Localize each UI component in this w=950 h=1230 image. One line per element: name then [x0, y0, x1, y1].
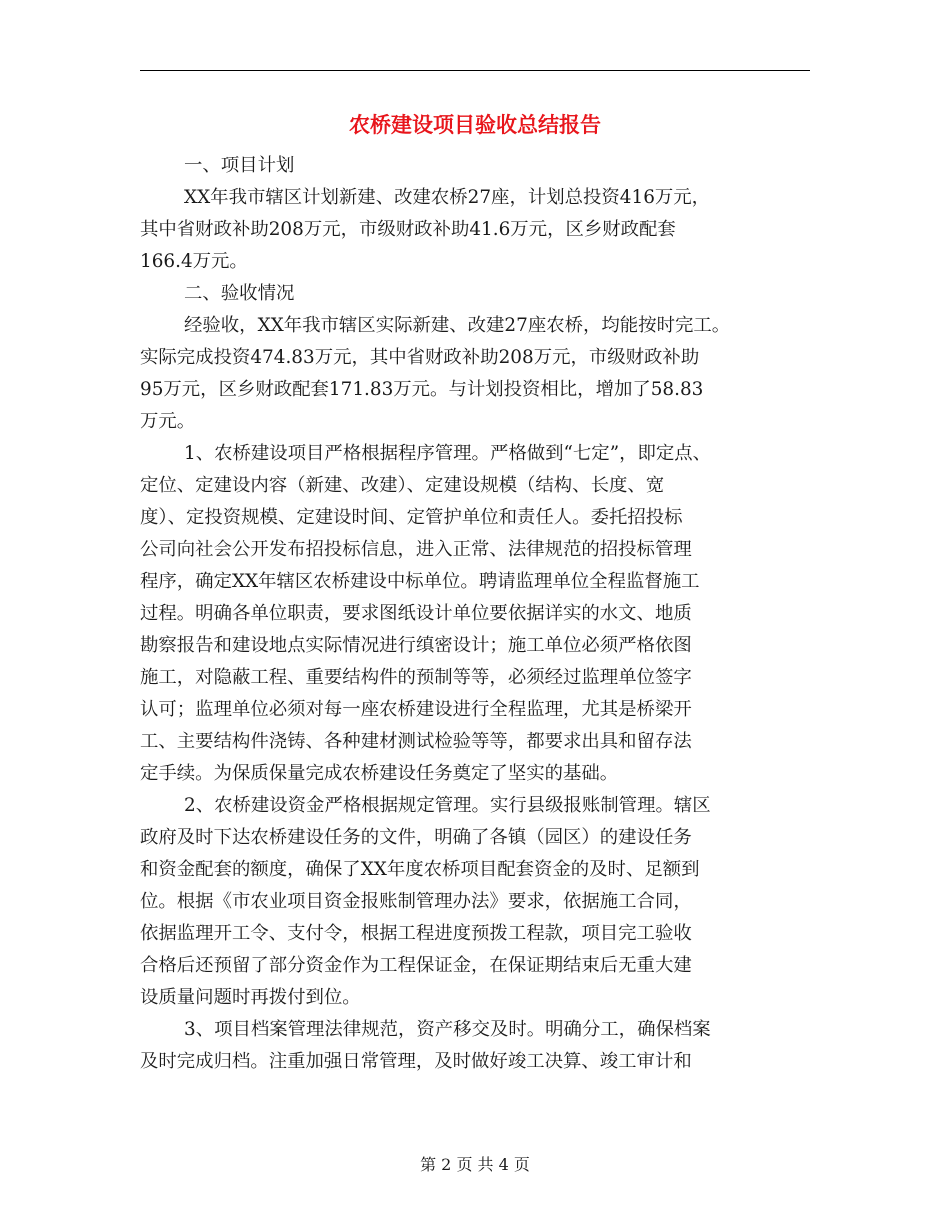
document-body: [140, 150, 820, 1078]
text-line: 和资金配套的额度，确保了XX年度农桥项目配套资金的及时、足额到: [140, 859, 700, 880]
text-line: 一、项目计划: [184, 155, 295, 176]
text-line: 其中省财政补助208万元，市级财政补助41.6万元，区乡财政配套: [140, 219, 676, 240]
text-line: 勘察报告和建设地点实际情况进行缜密设计；施工单位必须严格依图: [140, 635, 692, 656]
text-line: 程序，确定XX年辖区农桥建设中标单位。聘请监理单位全程监督施工: [140, 571, 700, 592]
text-line: 95万元，区乡财政配套171.83万元。与计划投资相比，增加了58.83: [140, 379, 704, 400]
text-line: 位。根据《市农业项目资金报账制管理办法》要求，依据施工合同，: [140, 891, 692, 912]
text-line: 公司向社会公开发布招投标信息，进入正常、法律规范的招投标管理: [140, 539, 692, 560]
text-line: 度）、定投资规模、定建设时间、定管护单位和责任人。委托招投标: [140, 507, 683, 528]
text-line: 施工，对隐蔽工程、重要结构件的预制等等，必须经过监理单位签字: [140, 667, 692, 688]
text-line: 政府及时下达农桥建设任务的文件，明确了各镇（园区）的建设任务: [140, 827, 692, 848]
text-line: 二、验收情况: [184, 283, 295, 304]
text-line: 实际完成投资474.83万元，其中省财政补助208万元，市级财政补助: [140, 347, 700, 368]
text-line: 依据监理开工令、支付令，根据工程进度预拨工程款，项目完工验收: [140, 923, 692, 944]
document-title: 农桥建设项目验收总结报告: [349, 112, 601, 137]
text-line: 2、农桥建设资金严格根据规定管理。实行县级报账制管理。辖区: [184, 795, 711, 816]
text-line: 定手续。为保质保量完成农桥建设任务奠定了坚实的基础。: [140, 763, 619, 784]
text-line: 过程。明确各单位职责，要求图纸设计单位要依据详实的水文、地质: [140, 603, 692, 624]
text-line: 166.4万元。: [140, 251, 248, 272]
text-line: 定位、定建设内容（新建、改建）、定建设规模（结构、长度、宽: [140, 475, 665, 496]
text-line: 工、主要结构件浇铸、各种建材测试检验等等，都要求出具和留存法: [140, 731, 692, 752]
text-line: 1、农桥建设项目严格根据程序管理。严格做到“七定”，即定点、: [184, 443, 712, 464]
page-footer: 第 2 页 共 4 页: [420, 1155, 530, 1174]
text-line: 认可；监理单位必须对每一座农桥建设进行全程监理，尤其是桥梁开: [140, 699, 692, 720]
text-line: 设质量问题时再拨付到位。: [140, 987, 361, 1008]
text-line: XX年我市辖区计划新建、改建农桥27座，计划总投资416万元，: [184, 187, 711, 208]
text-line: 经验收，XX年我市辖区实际新建、改建27座农桥，均能按时完工。: [184, 315, 731, 336]
header-rule: [140, 70, 810, 71]
text-line: 及时完成归档。注重加强日常管理，及时做好竣工决算、竣工审计和: [140, 1051, 692, 1072]
text-line: 万元。: [140, 411, 196, 432]
text-line: 合格后还预留了部分资金作为工程保证金，在保证期结束后无重大建: [140, 955, 692, 976]
text-line: 3、项目档案管理法律规范，资产移交及时。明确分工，确保档案: [184, 1019, 711, 1040]
